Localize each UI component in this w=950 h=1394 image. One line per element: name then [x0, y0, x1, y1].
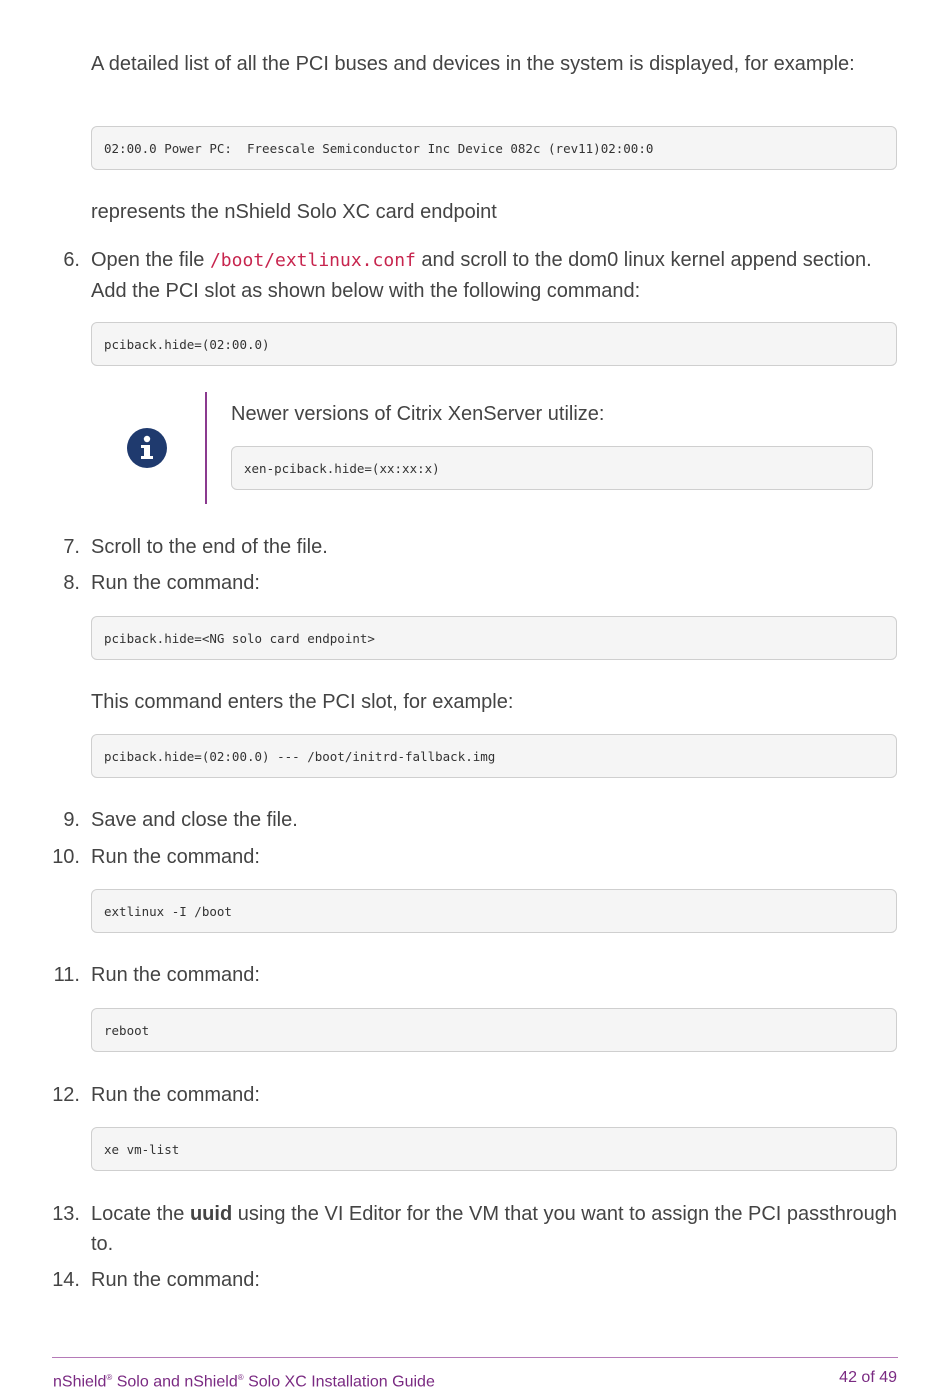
step-number: 13.	[52, 1203, 80, 1225]
footer-divider	[52, 1357, 898, 1358]
endpoint-note: represents the nShield Solo XC card endpoint	[91, 201, 497, 223]
step-number: 7.	[63, 536, 80, 558]
step-12-text: Run the command:	[91, 1084, 260, 1106]
code-block-pciback-example: pciback.hide=(02:00.0) --- /boot/initrd-fallback.img	[91, 734, 897, 778]
step-number: 12.	[52, 1084, 80, 1106]
note-divider	[205, 392, 207, 504]
page-number: 42 of 49	[839, 1369, 897, 1386]
step-8-after: This command enters the PCI slot, for example:	[91, 691, 514, 713]
step-13-pre: Locate the	[91, 1203, 190, 1225]
footer-mid: Solo and nShield	[112, 1373, 238, 1391]
step-8-text: Run the command:	[91, 572, 260, 594]
step-6-pre: Open the file	[91, 249, 210, 271]
step-number: 8.	[63, 572, 80, 594]
footer-brand: nShield	[53, 1373, 107, 1391]
info-icon	[127, 428, 167, 468]
step-number: 6.	[63, 249, 80, 271]
step-13-text	[91, 1199, 906, 1259]
step-14-text: Run the command:	[91, 1269, 260, 1291]
step-number: 11.	[53, 964, 80, 986]
step-11-text: Run the command:	[91, 964, 260, 986]
note-text: Newer versions of Citrix XenServer utilize:	[231, 403, 605, 425]
registered-mark: ®	[106, 1373, 113, 1382]
step-10-text: Run the command:	[91, 846, 260, 868]
code-block-pciback-endpoint: pciback.hide=<NG solo card endpoint>	[91, 616, 897, 660]
code-block-xen-pciback: xen-pciback.hide=(xx:xx:x)	[231, 446, 873, 490]
step-6-post: and scroll to the dom0 linux kernel append section. Add the PCI slot as shown below with the following command:	[91, 249, 872, 302]
code-block-extlinux: extlinux -I /boot	[91, 889, 897, 933]
code-block-vm-list: xe vm-list	[91, 1127, 897, 1171]
step-6-text	[91, 245, 906, 306]
registered-mark: ®	[237, 1373, 244, 1382]
code-block-reboot: reboot	[91, 1008, 897, 1052]
step-13-bold: uuid	[189, 1203, 233, 1225]
step-number: 10.	[52, 846, 80, 868]
code-block-pciback: pciback.hide=(02:00.0)	[91, 322, 897, 366]
step-number: 14.	[52, 1269, 80, 1291]
step-7-text: Scroll to the end of the file.	[91, 536, 328, 558]
footer-title	[53, 1366, 435, 1394]
step-9-text: Save and close the file.	[91, 809, 298, 831]
step-13-post: using the VI Editor for the VM that you want to assign the PCI passthrough to.	[91, 1203, 898, 1255]
intro-text: A detailed list of all the PCI buses and devices in the system is displayed, for example:	[91, 53, 855, 75]
inline-code-extlinux: /boot/extlinux.conf	[209, 250, 416, 271]
step-number: 9.	[63, 809, 80, 831]
code-block-lspci: 02:00.0 Power PC: Freescale Semiconductor Inc Device 082c (rev11)02:00:0	[91, 126, 897, 170]
footer-rest: Solo XC Installation Guide	[243, 1373, 435, 1391]
